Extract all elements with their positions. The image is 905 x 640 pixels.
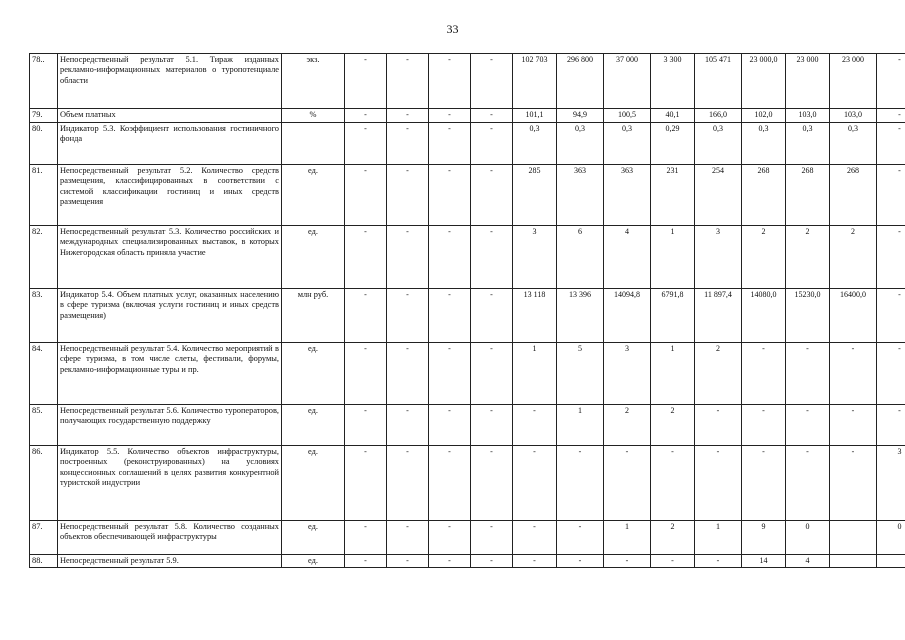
value-cell: - (387, 226, 429, 289)
table-row (30, 109, 905, 123)
value-cell: 23 000 (830, 54, 877, 109)
row-number-cell: 79. (30, 109, 58, 123)
value-cell: 1 (513, 343, 557, 405)
indicator-description-cell: Индикатор 5.5. Количество объектов инфраструктуры, построенных (реконструированных) на условиях концессионных соглашений в целях развития конкурентной туристской индустрии (58, 446, 282, 521)
value-cell: - (742, 343, 786, 405)
value-cell: 102,0 (742, 109, 786, 123)
value-cell: - (877, 109, 905, 123)
value-cell: - (387, 555, 429, 568)
row-number-cell: 82. (30, 226, 58, 289)
value-cell: - (429, 109, 471, 123)
value-cell: - (471, 123, 513, 165)
value-cell: 1 (557, 405, 604, 446)
value-cell: - (513, 405, 557, 446)
value-cell: 0,3 (830, 123, 877, 165)
value-cell: - (471, 289, 513, 343)
value-cell: - (742, 446, 786, 521)
value-cell: - (471, 54, 513, 109)
value-cell: - (471, 521, 513, 555)
value-cell: - (877, 165, 905, 226)
value-cell (877, 555, 905, 568)
value-cell: 5 (557, 343, 604, 405)
value-cell: 268 (830, 165, 877, 226)
table-row (30, 289, 905, 343)
row-number-cell: 78.. (30, 54, 58, 109)
value-cell: - (471, 109, 513, 123)
table-row (30, 165, 905, 226)
value-cell: - (429, 405, 471, 446)
unit-cell: ед. (282, 555, 345, 568)
indicator-description-cell: Непосредственный результат 5.2. Количество средств размещения, классифицированных в соответствии с системой классификации гостиниц и иных средств размещения (58, 165, 282, 226)
value-cell: 0 (786, 521, 830, 555)
value-cell: 2 (742, 226, 786, 289)
value-cell: - (429, 446, 471, 521)
value-cell: 6791,8 (651, 289, 695, 343)
value-cell: - (387, 123, 429, 165)
value-cell: - (557, 521, 604, 555)
value-cell: 2 (651, 405, 695, 446)
table-row (30, 405, 905, 446)
table-row (30, 555, 905, 568)
row-number-cell: 88. (30, 555, 58, 568)
value-cell: 1 (651, 226, 695, 289)
value-cell: - (345, 226, 387, 289)
value-cell: - (695, 405, 742, 446)
value-cell: 23 000 (786, 54, 830, 109)
value-cell: 0,3 (604, 123, 651, 165)
value-cell: 254 (695, 165, 742, 226)
value-cell: - (345, 446, 387, 521)
value-cell: - (471, 165, 513, 226)
value-cell: - (429, 123, 471, 165)
value-cell: - (345, 405, 387, 446)
value-cell: - (557, 555, 604, 568)
value-cell: 103,0 (786, 109, 830, 123)
value-cell: 11 897,4 (695, 289, 742, 343)
value-cell: 14 (742, 555, 786, 568)
value-cell: - (513, 521, 557, 555)
indicator-description-cell: Индикатор 5.3. Коэффициент использования гостиничного фонда (58, 123, 282, 165)
value-cell: 2 (651, 521, 695, 555)
value-cell: - (387, 405, 429, 446)
indicator-description-cell: Непосредственный результат 5.9. (58, 555, 282, 568)
value-cell: - (830, 343, 877, 405)
value-cell: 3 (877, 446, 905, 521)
value-cell: - (830, 405, 877, 446)
value-cell: 0,3 (742, 123, 786, 165)
value-cell: - (877, 123, 905, 165)
value-cell: - (387, 165, 429, 226)
value-cell: 37 000 (604, 54, 651, 109)
indicator-table (29, 53, 905, 568)
value-cell: 1 (695, 521, 742, 555)
unit-cell: ед. (282, 165, 345, 226)
row-number-cell: 85. (30, 405, 58, 446)
value-cell: - (471, 555, 513, 568)
indicator-description-cell: Индикатор 5.4. Объем платных услуг, оказанных населению в сфере туризма (включая услуги гостиниц и иных средств размещения) (58, 289, 282, 343)
value-cell: - (345, 165, 387, 226)
row-number-cell: 87. (30, 521, 58, 555)
value-cell: - (345, 123, 387, 165)
value-cell: 102 703 (513, 54, 557, 109)
value-cell: 103,0 (830, 109, 877, 123)
value-cell: - (513, 555, 557, 568)
value-cell: 105 471 (695, 54, 742, 109)
value-cell (830, 521, 877, 555)
value-cell: - (651, 446, 695, 521)
value-cell: 296 800 (557, 54, 604, 109)
value-cell: - (345, 289, 387, 343)
value-cell: - (429, 226, 471, 289)
value-cell: 9 (742, 521, 786, 555)
value-cell: - (786, 343, 830, 405)
value-cell: 4 (604, 226, 651, 289)
value-cell: - (557, 446, 604, 521)
unit-cell: млн руб. (282, 289, 345, 343)
value-cell: 231 (651, 165, 695, 226)
value-cell: 0,29 (651, 123, 695, 165)
value-cell: 1 (604, 521, 651, 555)
value-cell: - (695, 446, 742, 521)
value-cell: 15230,0 (786, 289, 830, 343)
value-cell: 101,1 (513, 109, 557, 123)
value-cell: 285 (513, 165, 557, 226)
value-cell: 2 (604, 405, 651, 446)
value-cell: 40,1 (651, 109, 695, 123)
value-cell: 0 (877, 521, 905, 555)
unit-cell: ед. (282, 446, 345, 521)
value-cell: - (345, 109, 387, 123)
value-cell: - (387, 521, 429, 555)
value-cell: 13 396 (557, 289, 604, 343)
value-cell: 363 (557, 165, 604, 226)
value-cell: - (471, 405, 513, 446)
value-cell: 0,3 (786, 123, 830, 165)
value-cell (830, 555, 877, 568)
row-number-cell: 86. (30, 446, 58, 521)
value-cell: - (877, 289, 905, 343)
indicator-description-cell: Непосредственный результат 5.4. Количество мероприятий в сфере туризма, в том числе слеты, фестивали, форумы, рекламно-информационные туры и пр. (58, 343, 282, 405)
value-cell: - (429, 165, 471, 226)
page-number: 33 (446, 22, 459, 36)
value-cell: 3 (513, 226, 557, 289)
indicator-description-cell: Непосредственный результат 5.6. Количество туроператоров, получающих государственную поддержку (58, 405, 282, 446)
value-cell: - (604, 555, 651, 568)
value-cell: - (513, 446, 557, 521)
unit-cell: % (282, 109, 345, 123)
value-cell: 268 (742, 165, 786, 226)
value-cell: 2 (830, 226, 877, 289)
value-cell: 268 (786, 165, 830, 226)
value-cell: - (786, 446, 830, 521)
value-cell: 363 (604, 165, 651, 226)
value-cell: - (471, 226, 513, 289)
value-cell: - (877, 405, 905, 446)
unit-cell (282, 123, 345, 165)
value-cell: 3 300 (651, 54, 695, 109)
table-row (30, 123, 905, 165)
value-cell: - (345, 521, 387, 555)
value-cell: 2 (695, 343, 742, 405)
table-row (30, 521, 905, 555)
value-cell: 3 (695, 226, 742, 289)
value-cell: - (429, 54, 471, 109)
value-cell: - (742, 405, 786, 446)
value-cell: - (651, 555, 695, 568)
table-body (30, 54, 905, 568)
unit-cell: ед. (282, 226, 345, 289)
value-cell: 3 (604, 343, 651, 405)
value-cell: 0,3 (557, 123, 604, 165)
value-cell: - (429, 289, 471, 343)
unit-cell: экз. (282, 54, 345, 109)
value-cell: 1 (651, 343, 695, 405)
table-row (30, 54, 905, 109)
value-cell: - (877, 54, 905, 109)
unit-cell: ед. (282, 343, 345, 405)
value-cell: - (429, 343, 471, 405)
value-cell: - (345, 343, 387, 405)
value-cell: - (387, 446, 429, 521)
value-cell: - (345, 54, 387, 109)
value-cell: 14080,0 (742, 289, 786, 343)
table-row (30, 343, 905, 405)
value-cell: - (604, 446, 651, 521)
value-cell: - (387, 343, 429, 405)
value-cell: 0,3 (695, 123, 742, 165)
value-cell: 23 000,0 (742, 54, 786, 109)
value-cell: - (387, 289, 429, 343)
value-cell: - (429, 521, 471, 555)
value-cell: - (471, 446, 513, 521)
value-cell: 13 118 (513, 289, 557, 343)
value-cell: - (695, 555, 742, 568)
value-cell: - (429, 555, 471, 568)
value-cell: 2 (786, 226, 830, 289)
value-cell: 166,0 (695, 109, 742, 123)
value-cell: - (471, 343, 513, 405)
value-cell: - (387, 54, 429, 109)
value-cell: - (877, 343, 905, 405)
value-cell: - (877, 226, 905, 289)
indicator-description-cell: Непосредственный результат 5.1. Тираж изданных рекламно-информационных материалов о туропотенциале области (58, 54, 282, 109)
row-number-cell: 80. (30, 123, 58, 165)
value-cell: 4 (786, 555, 830, 568)
table-row (30, 446, 905, 521)
row-number-cell: 84. (30, 343, 58, 405)
value-cell: - (387, 109, 429, 123)
value-cell: 16400,0 (830, 289, 877, 343)
value-cell: 0,3 (513, 123, 557, 165)
indicator-description-cell: Непосредственный результат 5.3. Количество российских и международных специализированных выставок, в которых Нижегородская область приняла участие (58, 226, 282, 289)
indicator-description-cell: Объем платных (58, 109, 282, 123)
value-cell: 94,9 (557, 109, 604, 123)
unit-cell: ед. (282, 405, 345, 446)
indicator-description-cell: Непосредственный результат 5.8. Количество созданных объектов обеспечивающей инфраструктуры (58, 521, 282, 555)
table-row (30, 226, 905, 289)
value-cell: - (830, 446, 877, 521)
value-cell: - (786, 405, 830, 446)
row-number-cell: 81. (30, 165, 58, 226)
value-cell: 14094,8 (604, 289, 651, 343)
value-cell: - (345, 555, 387, 568)
value-cell: 100,5 (604, 109, 651, 123)
unit-cell: ед. (282, 521, 345, 555)
row-number-cell: 83. (30, 289, 58, 343)
value-cell: 6 (557, 226, 604, 289)
